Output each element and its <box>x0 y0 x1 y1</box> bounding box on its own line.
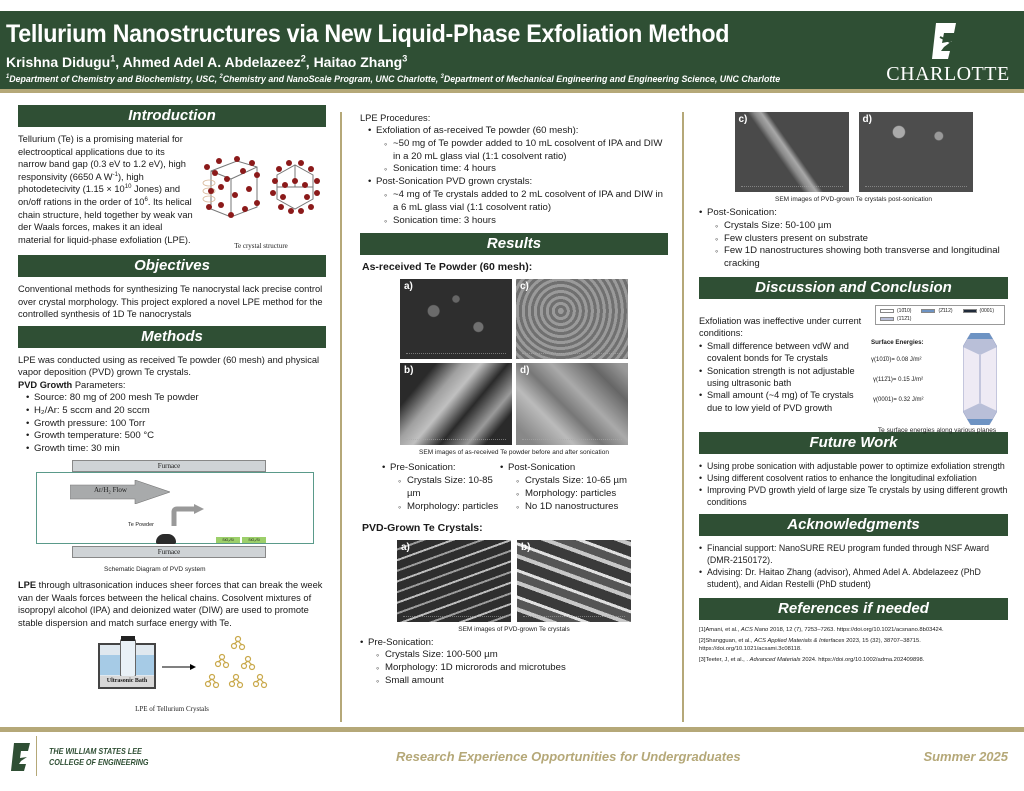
powder-label: Te Powder <box>128 521 154 528</box>
section-heading-introduction: Introduction <box>18 105 326 127</box>
column-divider <box>340 112 342 722</box>
furnace-bottom: Furnace <box>72 546 266 558</box>
list-item: • Exfoliation of as-received Te powder (60 mesh): ◦ ~50 mg of Te powder added to 10 mL cosolvent of IPA and DIW in a 20 mL glass vial (1:1 cosolvent ratio) ◦ Sonication time: 4 hours <box>368 125 668 176</box>
sem-image: d) <box>859 112 973 192</box>
powder-subhead: As-received Te Powder (60 mesh): <box>362 261 533 274</box>
lpe-text: LPE through ultrasonication induces sheer forces that can break the week van der Waals forces between the helical chains. Cosolvent mixtures of isopropyl alcohol (IPA) and deionized water (DIW) are used to promote stable dispersion and match surface energy with Te. <box>18 579 323 628</box>
surface-energy-figure <box>867 305 1007 434</box>
figure-caption: SEM images of PVD-grown Te crystals post-sonication <box>774 196 933 203</box>
list-item: • Post-Sonication PVD grown crystals: ◦ ~4 mg of Te crystals added to 2 mL cosolvent of IPA and DIW in a 6 mL glass vial (1:1 cosolvent ratio) ◦ Sonication time: 3 hours <box>368 176 668 227</box>
figure-caption: LPE of Tellurium Crystals <box>135 705 209 714</box>
figure-caption: Te crystal structure <box>234 242 288 250</box>
list-item: ◦ Few clusters present on substrate <box>715 233 1008 246</box>
figure-caption: Te surface energies along various planes <box>877 426 997 434</box>
list-item: • Improving PVD growth yield of large size Te crystals by using different growth conditions <box>699 484 1008 508</box>
list-item: ◦ Crystals Size: 50-100 µm <box>715 220 1008 233</box>
list-item: • Growth time: 30 min <box>26 443 326 456</box>
list-item: ◦ Sonication time: 3 hours <box>384 215 668 228</box>
author-list: Krishna Didugu$^1$, Ahmed Adel A. Abdelazeez$^2$, Haitao Zhang$^3$ <box>6 53 408 70</box>
reference-item: [3]Teeter, J, et al., . Advanced Materials 2024. https://doi.org/10.1002/adma.202409898. <box>699 657 925 664</box>
section-heading-discussion: Discussion and Conclusion <box>699 277 1008 299</box>
vapor-arrow-icon <box>168 504 204 526</box>
sem-image: c) <box>516 279 628 359</box>
college-name: THE WILLIAM STATES LEE COLLEGE OF ENGINEERING <box>49 746 149 767</box>
list-item: ◦ Morphology: particles <box>398 501 500 514</box>
discussion-body <box>699 305 1008 434</box>
pvd-post-sem-grid <box>699 112 1008 192</box>
list-item: • Growth pressure: 100 Torr <box>26 418 326 431</box>
list-item: • Sonication strength is not adjustable using ultrasonic bath <box>699 365 867 390</box>
list-item: ◦ No 1D nanostructures <box>516 501 650 514</box>
pvd-subhead: PVD-Grown Te Crystals: <box>362 521 483 534</box>
author-name: Haitao Zhang <box>313 54 403 70</box>
references-list <box>699 626 1008 664</box>
charlotte-logo <box>878 17 1018 87</box>
figure-caption: SEM images of as-received Te powder before and after sonication <box>419 449 609 457</box>
reference-item: [1]Amani, et al., ACS Nano 2018, 12 (7), 7253–7263. https://doi.org/10.1021/acsnano.8b03424. <box>699 627 944 634</box>
introduction-text: Tellurium (Te) is a promising material for electrooptical applications due to its narrow band gap (0.3 eV to 1.2 eV), high responsivity (6650 A $W^{-1}$), high photodetecivity ($1.15 \times 10^{10}$ Jones) and on/off rations in the order of $10^6$. Its helical chain structure, held together by weak van der Waals forces, makes it an ideal material for liquid-phase exfoliation (LPE). <box>18 134 193 245</box>
substrate: SiO₂/Si <box>242 537 266 543</box>
arrow-right-icon <box>162 663 196 671</box>
affiliations: $^1$Department of Chemistry and Biochemistry, USC, $^2$Chemistry and NanoScale Program, UNC Charlotte, $^3$Department of Mechanical Engineering and Engineering Science, UNC Charlotte <box>6 72 781 85</box>
flow-label: Ar/H₂ Flow <box>94 485 127 494</box>
future-work-list <box>699 460 1008 508</box>
column-right <box>699 112 1008 667</box>
section-heading-methods: Methods <box>18 326 326 348</box>
sem-image: b) <box>400 363 512 445</box>
list-item: • Using different cosolvent ratios to enhance the longitudinal exfoliation <box>699 472 1008 484</box>
discussion-list <box>699 340 867 414</box>
te-flakes-icon <box>202 635 272 695</box>
list-item: ◦ Crystals Size: 100-500 µm <box>376 649 668 662</box>
list-item: • Growth temperature: 500 °C <box>26 430 326 443</box>
list-item: • Advising: Dr. Haitao Zhang (advisor), Ahmed Adel A. Abdelazeez (PhD student), and Aidan Restelli (PhD student) <box>699 566 1008 590</box>
procedures-list <box>360 125 668 227</box>
substrate: SiO₂/Si <box>216 537 240 543</box>
list-item: ◦ Morphology: particles <box>516 488 650 501</box>
charlotte-c-icon <box>930 21 958 61</box>
section-heading-references: References if needed <box>699 598 1008 620</box>
legend: (10̄10) (2̄112) (0001) (1̄12̄1) <box>875 305 1005 325</box>
poster-footer <box>0 727 1024 791</box>
section-heading-objectives: Objectives <box>18 255 326 277</box>
section-heading-results: Results <box>360 233 668 255</box>
list-item: ◦ Sonication time: 4 hours <box>384 163 668 176</box>
sem-image: c) <box>735 112 849 192</box>
objectives-text: Conventional methods for synthesizing Te nanocrystal lack precise control over crystal morphology. This project explored a novel LPE method for the controlled synthesis of 1D Te nanocrystals <box>18 284 323 320</box>
list-item: • Source: 80 mg of 200 mesh Te powder <box>26 392 326 405</box>
program-name: Research Experience Opportunities for Undergraduates <box>396 749 741 764</box>
sem-image: b) <box>517 540 631 622</box>
methods-intro: LPE was conducted using as received Te powder (60 mesh) and physical vapor deposition (PVD) grown Te crystals. <box>18 354 320 378</box>
lpe-figure <box>18 635 326 705</box>
section-heading-acknowledgments: Acknowledgments <box>699 514 1008 536</box>
energy-value: γ(101̄0)= 0.08 J/m² <box>871 356 922 363</box>
figure-caption: Schematic Diagram of PVD system <box>104 565 206 573</box>
figure-caption: SEM images of PVD-grown Te crystals <box>458 625 570 633</box>
list-item: ◦ ~50 mg of Te powder added to 10 mL cosolvent of IPA and DIW in a 20 mL glass vial (1:1 cosolvent ratio) <box>384 138 668 164</box>
list-item: ◦ Few 1D nanostructures showing both transverse and longitudinal cracking <box>715 245 1008 271</box>
list-item: ◦ Small amount <box>376 675 668 688</box>
list-item: • Financial support: NanoSURE REU program funded through NSF Award (DMR-2150172). <box>699 542 1008 566</box>
sem-image: a) <box>400 279 512 359</box>
te-crystal-structure-icon <box>197 151 325 229</box>
ultrasonic-bath: Ultrasonic Bath <box>98 643 156 689</box>
pvd-schematic <box>18 460 326 564</box>
energies-title: Surface Energies: <box>871 338 924 346</box>
charlotte-wordmark: CHARLOTTE <box>886 63 1010 85</box>
list-item: ◦ ~4 mg of Te crystals added to 2 mL cosolvent of IPA and DIW in a 6 mL glass vial (1:1 cosolvent ratio) <box>384 189 668 215</box>
reference-item: [2]Shangguan, et al., ACS Applied Materials & Interfaces 2023, 15 (32), 38707–38715. https://doi.org/10.1021/acsami.3c08118. <box>699 638 921 653</box>
crystal-structure-figure <box>197 133 325 250</box>
list-item: ◦ Crystals Size: 10-65 µm <box>516 475 650 488</box>
powder-sem-grid <box>360 279 668 445</box>
hexagonal-prism-icon <box>963 333 997 425</box>
acknowledgments-list <box>699 542 1008 590</box>
list-item: • Small difference between vdW and covalent bonds for Te crystals <box>699 340 867 365</box>
pre-sonication-list: • Pre-Sonication: ◦ Crystals Size: 10-85 µm ◦ Morphology: particles <box>382 462 500 513</box>
sem-image: d) <box>516 363 628 445</box>
poster-header <box>0 11 1024 93</box>
column-middle <box>360 112 668 688</box>
list-item: ◦ Morphology: 1D microrods and microtubes <box>376 662 668 675</box>
pvd-params-list <box>18 392 326 456</box>
list-item: • H₂/Ar: 5 sccm and 20 sccm <box>26 405 326 418</box>
author-name: Ahmed Adel A. Abdelazeez <box>122 54 301 70</box>
list-item: ◦ Crystals Size: 10-85 µm <box>398 475 500 501</box>
poster-title: Tellurium Nanostructures via New Liquid-Phase Exfoliation Method <box>6 20 730 48</box>
discussion-lead: Exfoliation was ineffective under current conditions: <box>699 315 862 339</box>
pvd-sem-grid <box>360 540 668 622</box>
te-powder-pile <box>156 534 176 544</box>
column-left <box>18 105 326 713</box>
energy-value: γ(0001)= 0.32 J/m² <box>873 396 924 403</box>
footer-divider <box>36 736 37 776</box>
energy-value: γ(112̄1)= 0.15 J/m² <box>873 376 924 383</box>
powder-results-lists <box>360 462 668 513</box>
pvd-post-sonication-list: • Post-Sonication: ◦ Crystals Size: 50-100 µm ◦ Few clusters present on substrate ◦ Few 1D nanostructures showing both transverse and longitudinal cracking <box>699 207 1008 271</box>
furnace-top: Furnace <box>72 460 266 472</box>
procedures-title: LPE Procedures: <box>360 113 431 123</box>
post-sonication-list: • Post-Sonication ◦ Crystals Size: 10-65 µm ◦ Morphology: particles ◦ No 1D nanostructures <box>500 462 650 513</box>
pvd-pre-sonication-list: • Pre-Sonication: ◦ Crystals Size: 100-500 µm ◦ Morphology: 1D microrods and microtubes ◦ Small amount <box>360 637 668 688</box>
college-logo-icon <box>10 742 32 772</box>
column-divider <box>682 112 684 722</box>
list-item: • Small amount (~4 mg) of Te crystals due to low yield of PVD growth <box>699 389 867 414</box>
pvd-params-label: PVD Growth Parameters: <box>18 379 126 390</box>
author-name: Krishna Didugu <box>6 54 111 70</box>
sem-image: a) <box>397 540 511 622</box>
poster-date: Summer 2025 <box>923 749 1008 764</box>
section-heading-future-work: Future Work <box>699 432 1008 454</box>
list-item: • Using probe sonication with adjustable power to optimize exfoliation strength <box>699 460 1008 472</box>
